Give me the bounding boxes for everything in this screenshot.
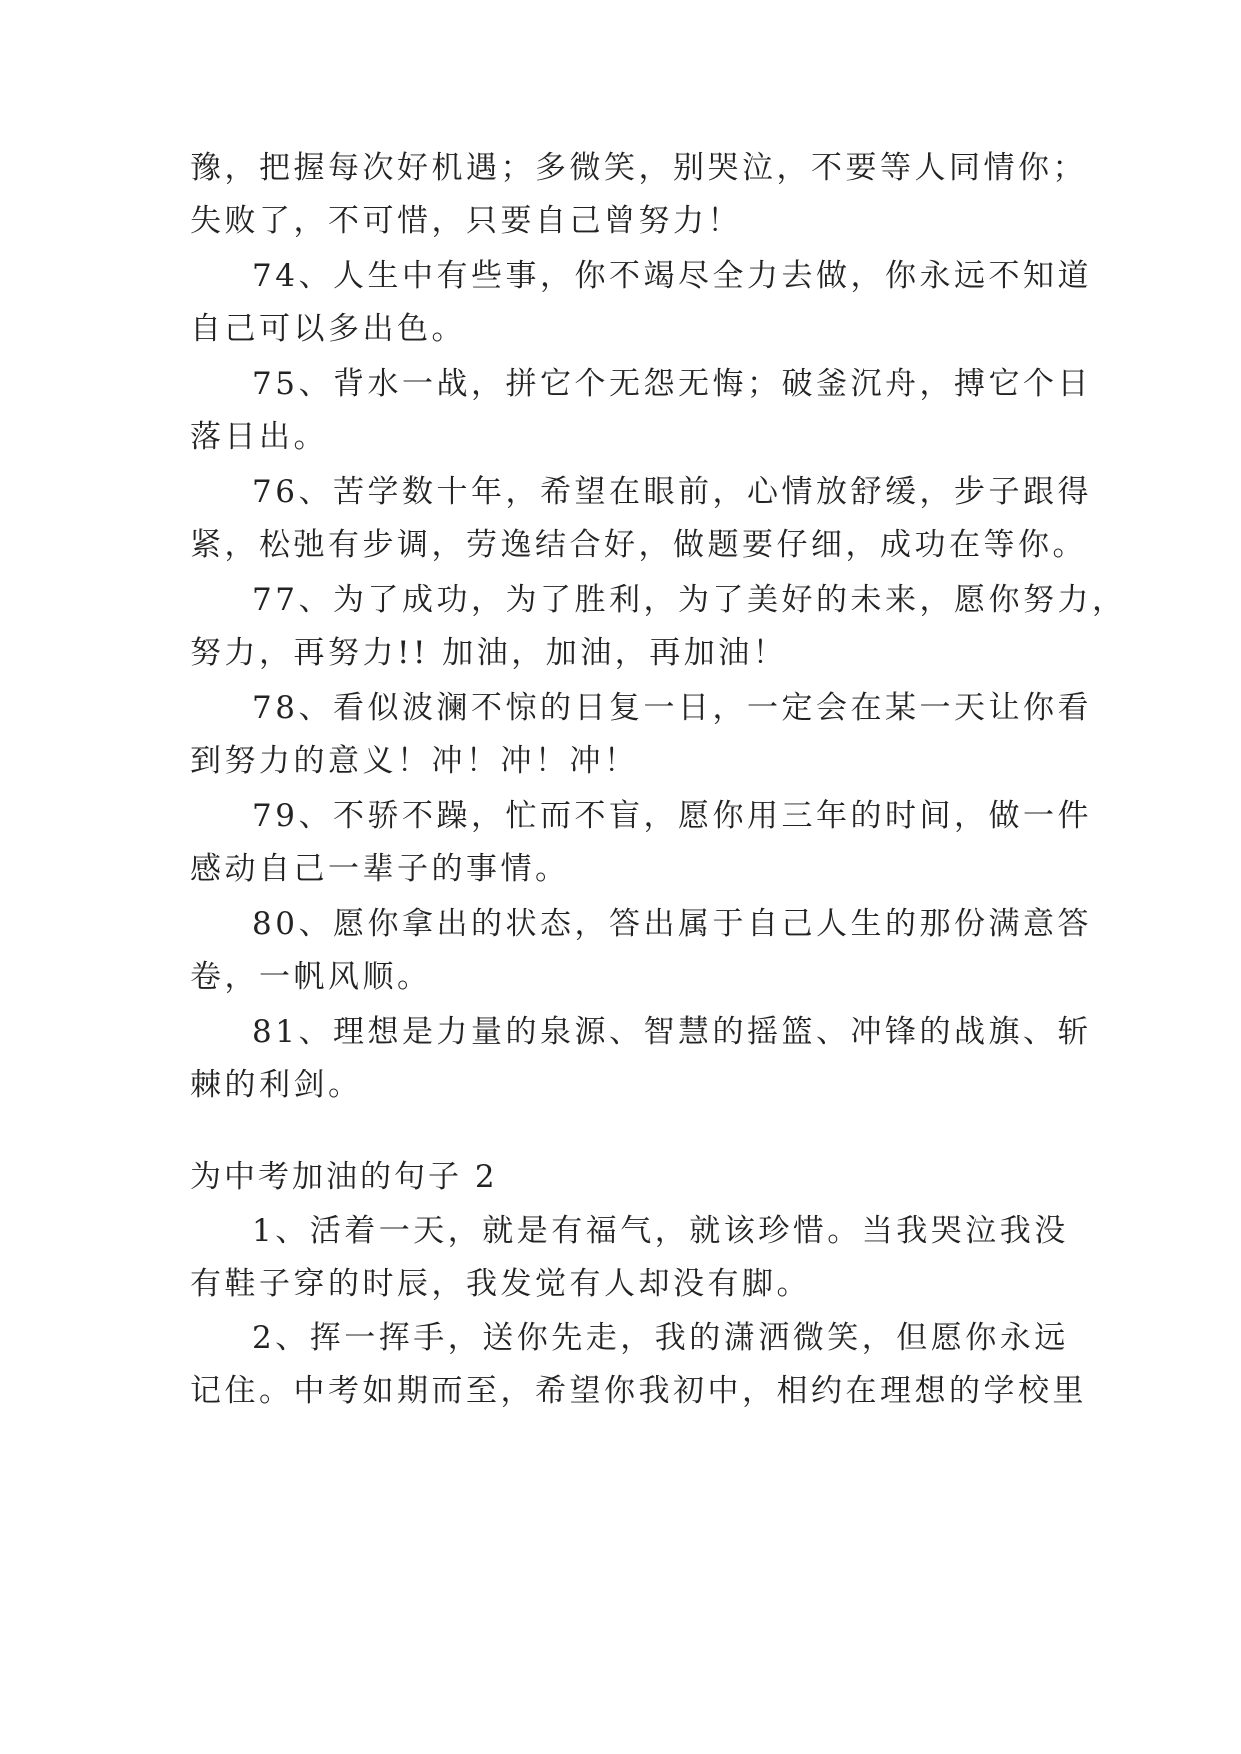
section-heading: 为中考加油的句子 2 — [190, 1159, 498, 1195]
paragraph-73-line-2: 豫，把握每次好机遇；多微笑，别哭泣，不要等人同情你； — [190, 150, 1087, 186]
paragraph-2-line-2: 记住。中考如期而至，希望你我初中，相约在理想的学校里 — [190, 1373, 1087, 1409]
paragraph-80-line-2: 卷，一帆风顺。 — [190, 959, 432, 995]
paragraph-81-line-1: 81、理想是力量的泉源、智慧的摇篮、冲锋的战旗、斩 — [252, 1014, 1092, 1050]
paragraph-76-line-2: 紧，松弛有步调，劳逸结合好，做题要仔细，成功在等你。 — [190, 527, 1087, 563]
paragraph-2-line-1: 2、挥一挥手，送你先走，我的潇洒微笑，但愿你永远 — [252, 1320, 1069, 1356]
paragraph-1-line-1: 1、活着一天，就是有福气，就该珍惜。当我哭泣我没 — [252, 1213, 1069, 1249]
paragraph-75-line-2: 落日出。 — [190, 419, 328, 455]
paragraph-1-line-2: 有鞋子穿的时辰，我发觉有人却没有脚。 — [190, 1266, 811, 1302]
paragraph-76-line-1: 76、苦学数十年，希望在眼前，心情放舒缓，步子跟得 — [252, 474, 1092, 510]
paragraph-78-line-2: 到努力的意义！冲！冲！冲！ — [190, 743, 639, 779]
paragraph-77-line-2: 努力，再努力!! 加油，加油，再加油！ — [190, 635, 788, 671]
paragraph-74-line-2: 自己可以多出色。 — [190, 311, 466, 347]
paragraph-77-line-1: 77、为了成功，为了胜利，为了美好的未来，愿你努力， — [252, 582, 1127, 618]
paragraph-79-line-1: 79、不骄不躁，忙而不盲，愿你用三年的时间，做一件 — [252, 798, 1092, 834]
paragraph-80-line-1: 80、愿你拿出的状态，答出属于自己人生的那份满意答 — [252, 906, 1092, 942]
paragraph-73-line-3: 失败了，不可惜，只要自己曾努力！ — [190, 203, 742, 239]
paragraph-79-line-2: 感动自己一辈子的事情。 — [190, 851, 570, 887]
paragraph-81-line-2: 棘的利剑。 — [190, 1067, 363, 1103]
paragraph-75-line-1: 75、背水一战，拼它个无怨无悔；破釜沉舟，搏它个日 — [252, 366, 1092, 402]
paragraph-74-line-1: 74、人生中有些事，你不竭尽全力去做，你永远不知道 — [252, 258, 1092, 294]
paragraph-78-line-1: 78、看似波澜不惊的日复一日，一定会在某一天让你看 — [252, 690, 1092, 726]
